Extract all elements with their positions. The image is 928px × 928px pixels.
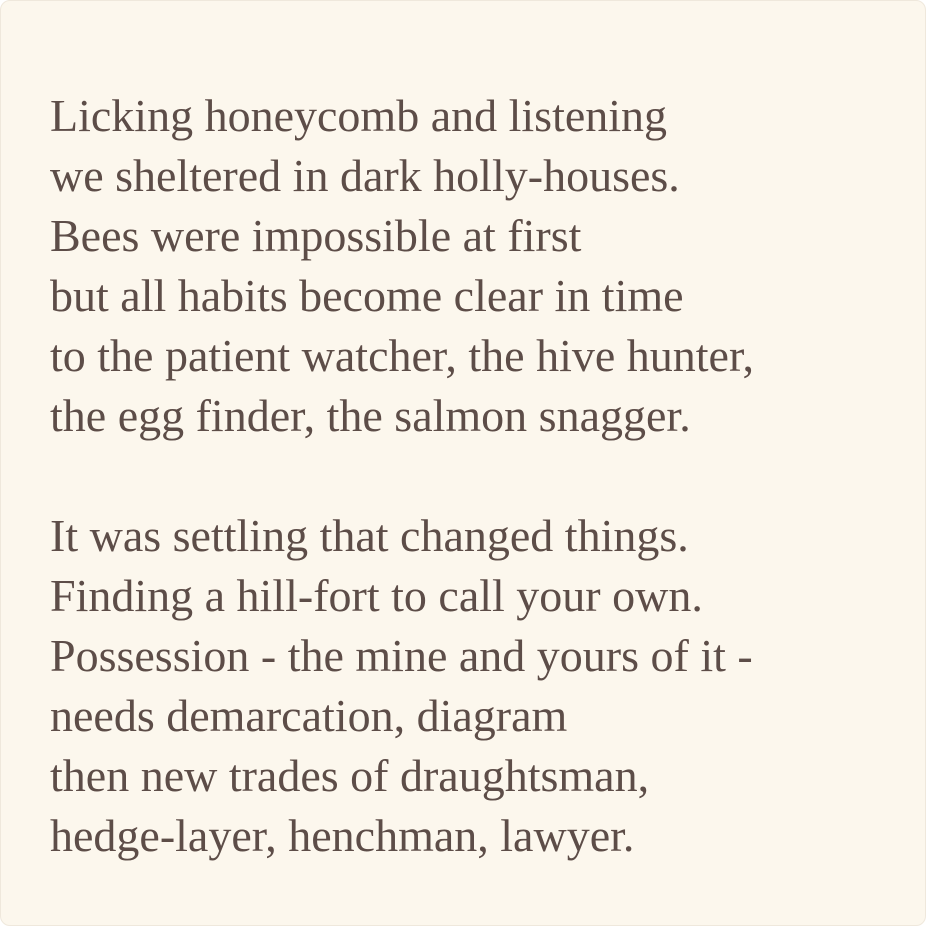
- poem-line: hedge-layer, henchman, lawyer.: [50, 810, 635, 861]
- poem-line: the egg finder, the salmon snagger.: [50, 390, 691, 441]
- poem-line: then new trades of draughtsman,: [50, 750, 650, 801]
- stanza-1: [50, 86, 910, 446]
- poem-line: It was settling that changed things.: [50, 510, 689, 561]
- poem-line: but all habits become clear in time: [50, 270, 684, 321]
- poem-line: Possession - the mine and yours of it -: [50, 630, 753, 681]
- poem-line: to the patient watcher, the hive hunter,: [50, 330, 754, 381]
- poem-line: we sheltered in dark holly-houses.: [50, 150, 680, 201]
- poem-text: [50, 86, 910, 866]
- poem-line: needs demarcation, diagram: [50, 690, 568, 741]
- stanza-2: [50, 506, 910, 866]
- poem-line: Finding a hill-fort to call your own.: [50, 570, 703, 621]
- poem-line: Bees were impossible at first: [50, 210, 582, 261]
- poem-line: Licking honeycomb and listening: [50, 90, 668, 141]
